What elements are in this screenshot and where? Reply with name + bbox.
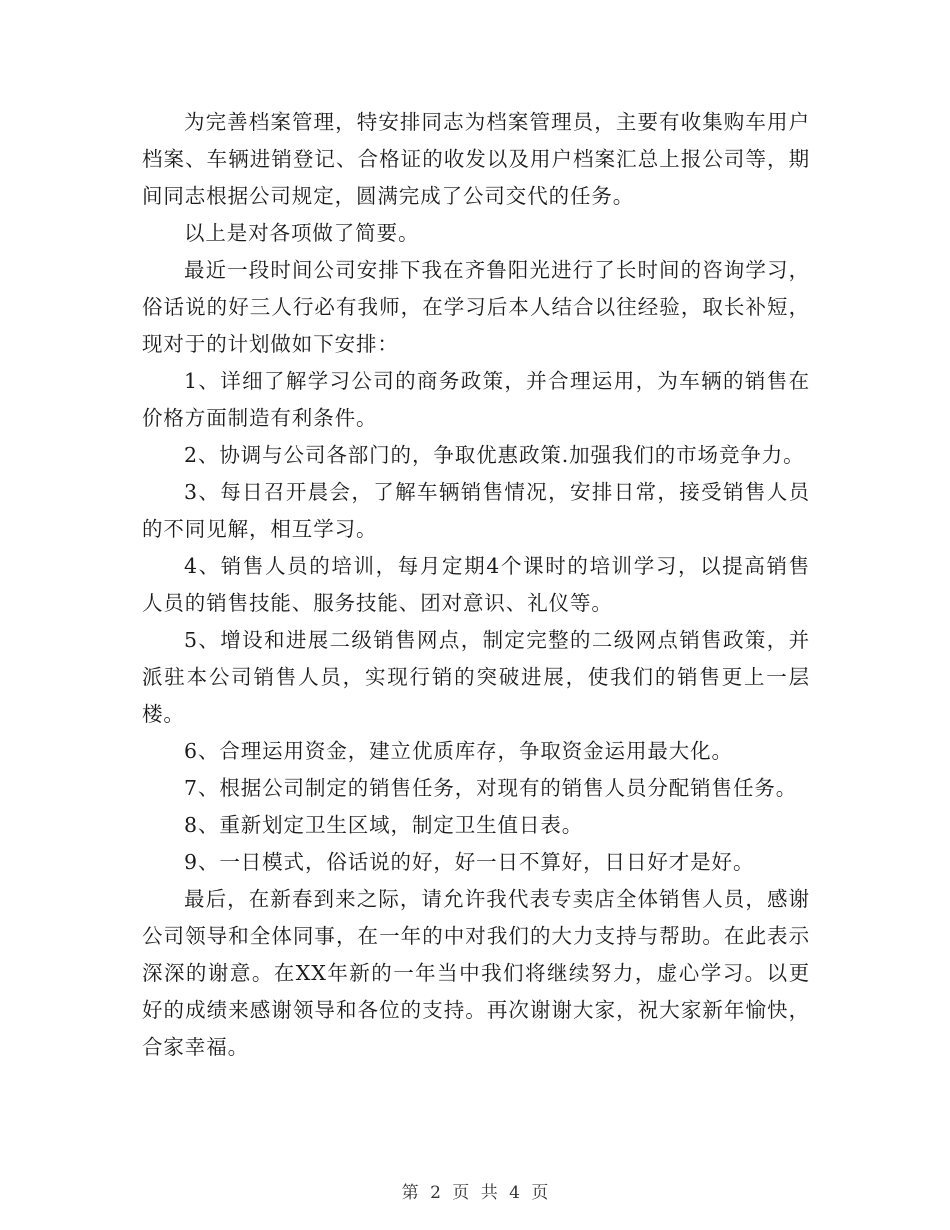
plan-item-8: 8、重新划定卫生区域，制定卫生值日表。 — [184, 813, 584, 837]
plan-item-2: 2、协调与公司各部门的，争取优惠政策.加强我们的市场竞争力。 — [184, 443, 805, 467]
footer-prefix: 第 — [401, 1183, 419, 1203]
footer-page-unit: 页 — [452, 1183, 470, 1203]
paragraph-closing: 最后，在新春到来之际，请允许我代表专卖店全体销售人员，感谢公司领导和全体同事，在一年的中对我们的大力支持与帮助。在此表示深深的谢意。在XX年新的一年当中我们将继续努力，虚心学习。以更好的成绩来感谢领导和各位的支持。再次谢谢大家，祝大家新年愉快，合家幸福。 — [142, 887, 810, 1059]
paragraph-archive-management: 为完善档案管理，特安排同志为档案管理员，主要有收集购车用户档案、车辆进销登记、合格证的收发以及用户档案汇总上报公司等，期间同志根据公司规定，圆满完成了公司交代的任务。 — [142, 110, 810, 208]
plan-item-6: 6、合理运用资金，建立优质库存，争取资金运用最大化。 — [184, 739, 733, 763]
paragraph-summary-note: 以上是对各项做了简要。 — [184, 221, 420, 245]
plan-item-9: 9、一日模式，俗话说的好，好一日不算好，日日好才是好。 — [184, 850, 755, 874]
footer-total-pages: 4 — [509, 1183, 520, 1203]
paragraph-plan-intro: 最近一段时间公司安排下我在齐鲁阳光进行了长时间的咨询学习，俗话说的好三人行必有我师，在学习后本人结合以往经验，取长补短，现对于的计划做如下安排： — [142, 258, 810, 356]
footer-suffix: 页 — [531, 1183, 549, 1203]
page-footer — [0, 1183, 950, 1203]
footer-total-word: 共 — [480, 1183, 498, 1203]
plan-item-7: 7、根据公司制定的销售任务，对现有的销售人员分配销售任务。 — [184, 776, 798, 800]
plan-item-4: 4、销售人员的培训，每月定期4个课时的培训学习，以提高销售人员的销售技能、服务技能、团对意识、礼仪等。 — [142, 554, 810, 615]
plan-item-1: 1、详细了解学习公司的商务政策，并合理运用，为车辆的销售在价格方面制造有利条件。 — [142, 369, 810, 430]
footer-current-page: 2 — [430, 1183, 441, 1203]
document-body — [142, 104, 810, 1066]
plan-item-3: 3、每日召开晨会，了解车辆销售情况，安排日常，接受销售人员的不同见解，相互学习。 — [142, 480, 810, 541]
plan-item-5: 5、增设和进展二级销售网点，制定完整的二级网点销售政策，并派驻本公司销售人员，实现行销的突破进展，使我们的销售更上一层楼。 — [142, 628, 810, 726]
